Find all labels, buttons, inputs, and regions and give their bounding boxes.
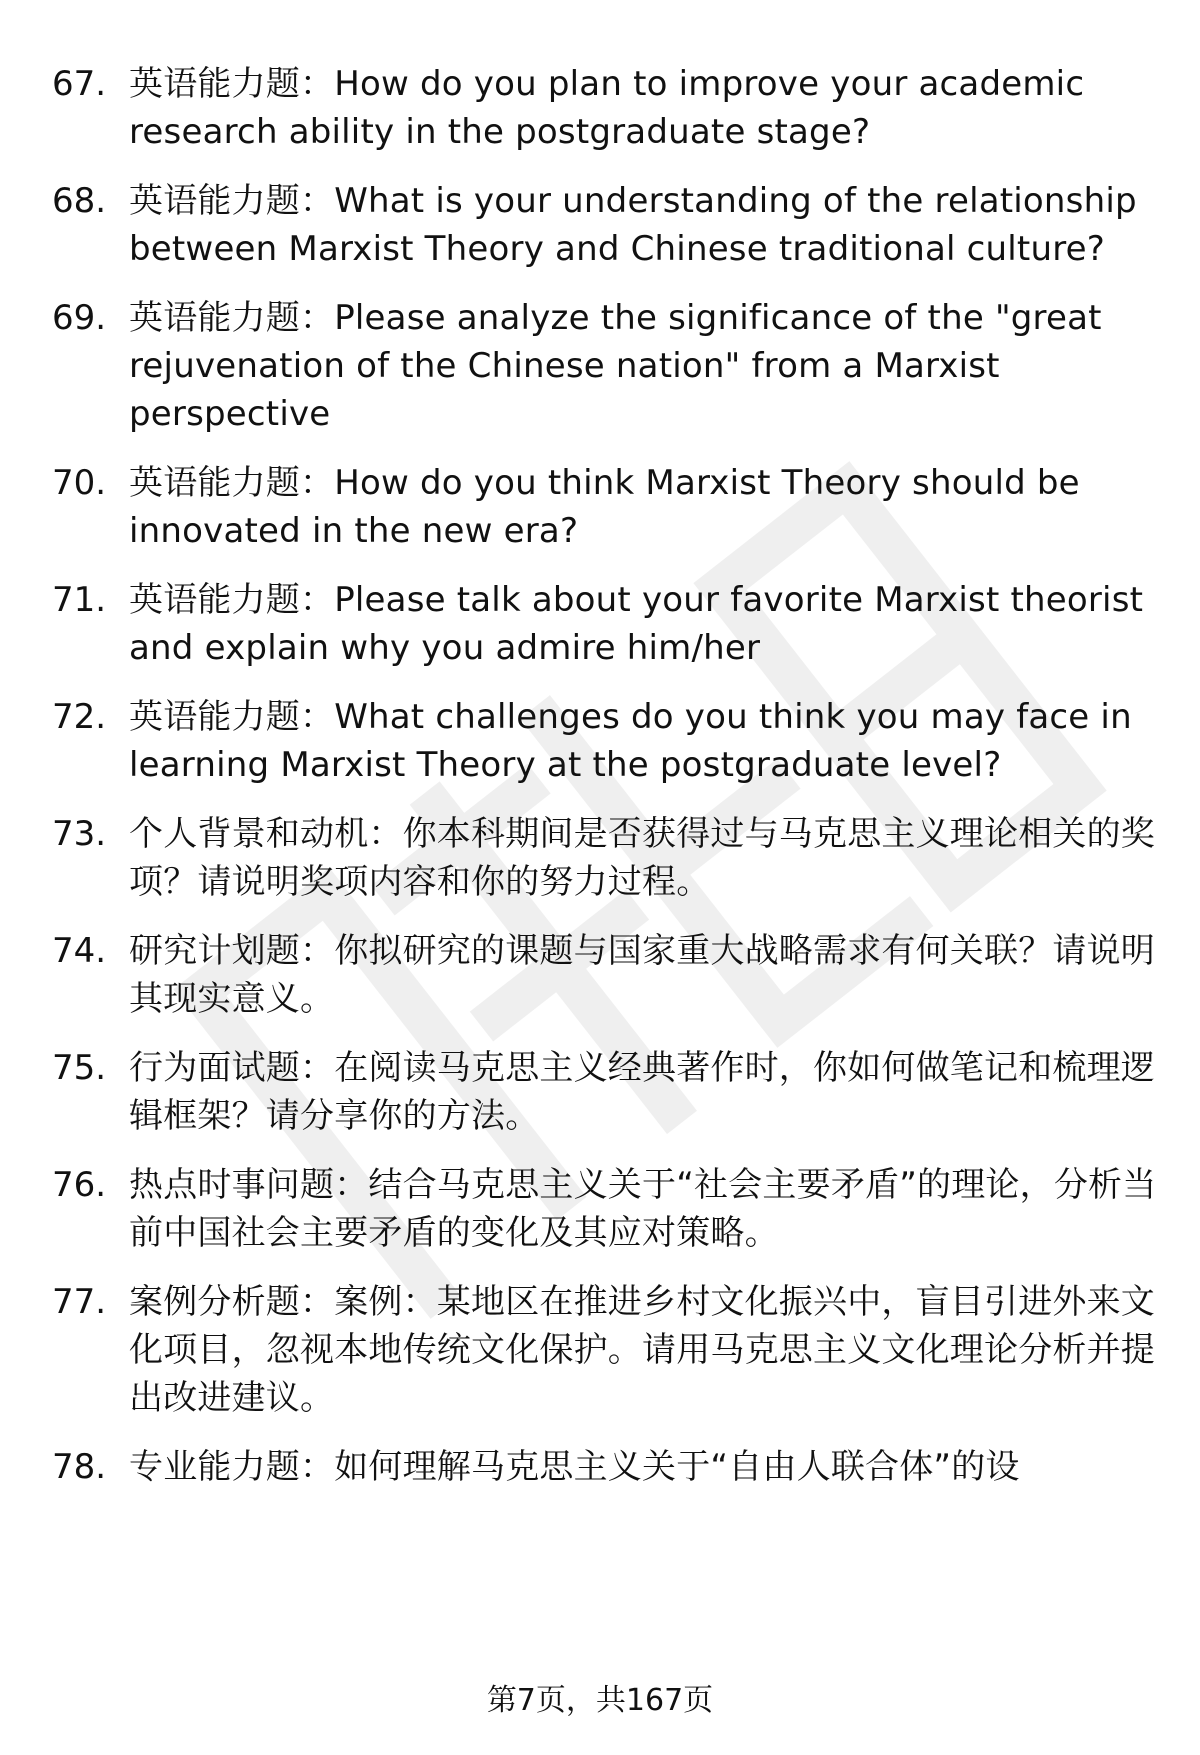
question-number: 71. [52,580,107,620]
question-item [52,1161,1162,1257]
question-item [52,60,1162,156]
question-item [52,294,1162,438]
question-number: 75. [52,1048,107,1088]
question-text: 案例分析题：案例：某地区在推进乡村文化振兴中，盲目引进外来文化项目，忽视本地传统文化保护。请用马克思主义文化理论分析并提出改进建议。 [129,1282,1155,1418]
question-text: 研究计划题：你拟研究的课题与国家重大战略需求有何关联？请说明其现实意义。 [129,931,1155,1019]
question-item [52,177,1162,273]
question-number: 77. [52,1282,107,1322]
question-text: 英语能力题：What is your understanding of the relationship between Marxist Theory and Chinese traditional culture? [129,181,1137,269]
question-number: 73. [52,814,107,854]
question-list [52,60,1162,1512]
question-number: 74. [52,931,107,971]
question-item [52,459,1162,555]
question-text: 英语能力题：Please talk about your favorite Marxist theorist and explain why you admire him/her [129,580,1144,668]
question-item [52,1044,1162,1140]
question-item [52,1443,1162,1491]
question-number: 76. [52,1165,107,1205]
question-text: 英语能力题：How do you plan to improve your academic research ability in the postgraduate stage? [129,64,1085,152]
question-text: 专业能力题：如何理解马克思主义关于“自由人联合体”的设 [129,1447,1020,1487]
question-number: 68. [52,181,107,221]
question-text: 个人背景和动机：你本科期间是否获得过与马克思主义理论相关的奖项？请说明奖项内容和你的努力过程。 [129,814,1155,902]
question-text: 行为面试题：在阅读马克思主义经典著作时，你如何做笔记和梳理逻辑框架？请分享你的方法。 [129,1048,1155,1136]
question-item [52,576,1162,672]
question-number: 69. [52,298,107,338]
question-item [52,1278,1162,1422]
question-number: 70. [52,463,107,503]
question-number: 72. [52,697,107,737]
question-item [52,927,1162,1023]
question-number: 78. [52,1447,107,1487]
question-number: 67. [52,64,107,104]
question-text: 英语能力题：What challenges do you think you may face in learning Marxist Theory at the postgraduate level? [129,697,1132,785]
question-item [52,693,1162,789]
page-number-footer: 第7页，共167页 [486,1683,714,1718]
question-text: 英语能力题：Please analyze the significance of the "great rejuvenation of the Chinese nation" from a Marxist perspective [129,298,1102,434]
question-text: 热点时事问题：结合马克思主义关于“社会主要矛盾”的理论，分析当前中国社会主要矛盾的变化及其应对策略。 [129,1165,1157,1253]
question-text: 英语能力题：How do you think Marxist Theory should be innovated in the new era? [129,463,1080,551]
question-item [52,810,1162,906]
